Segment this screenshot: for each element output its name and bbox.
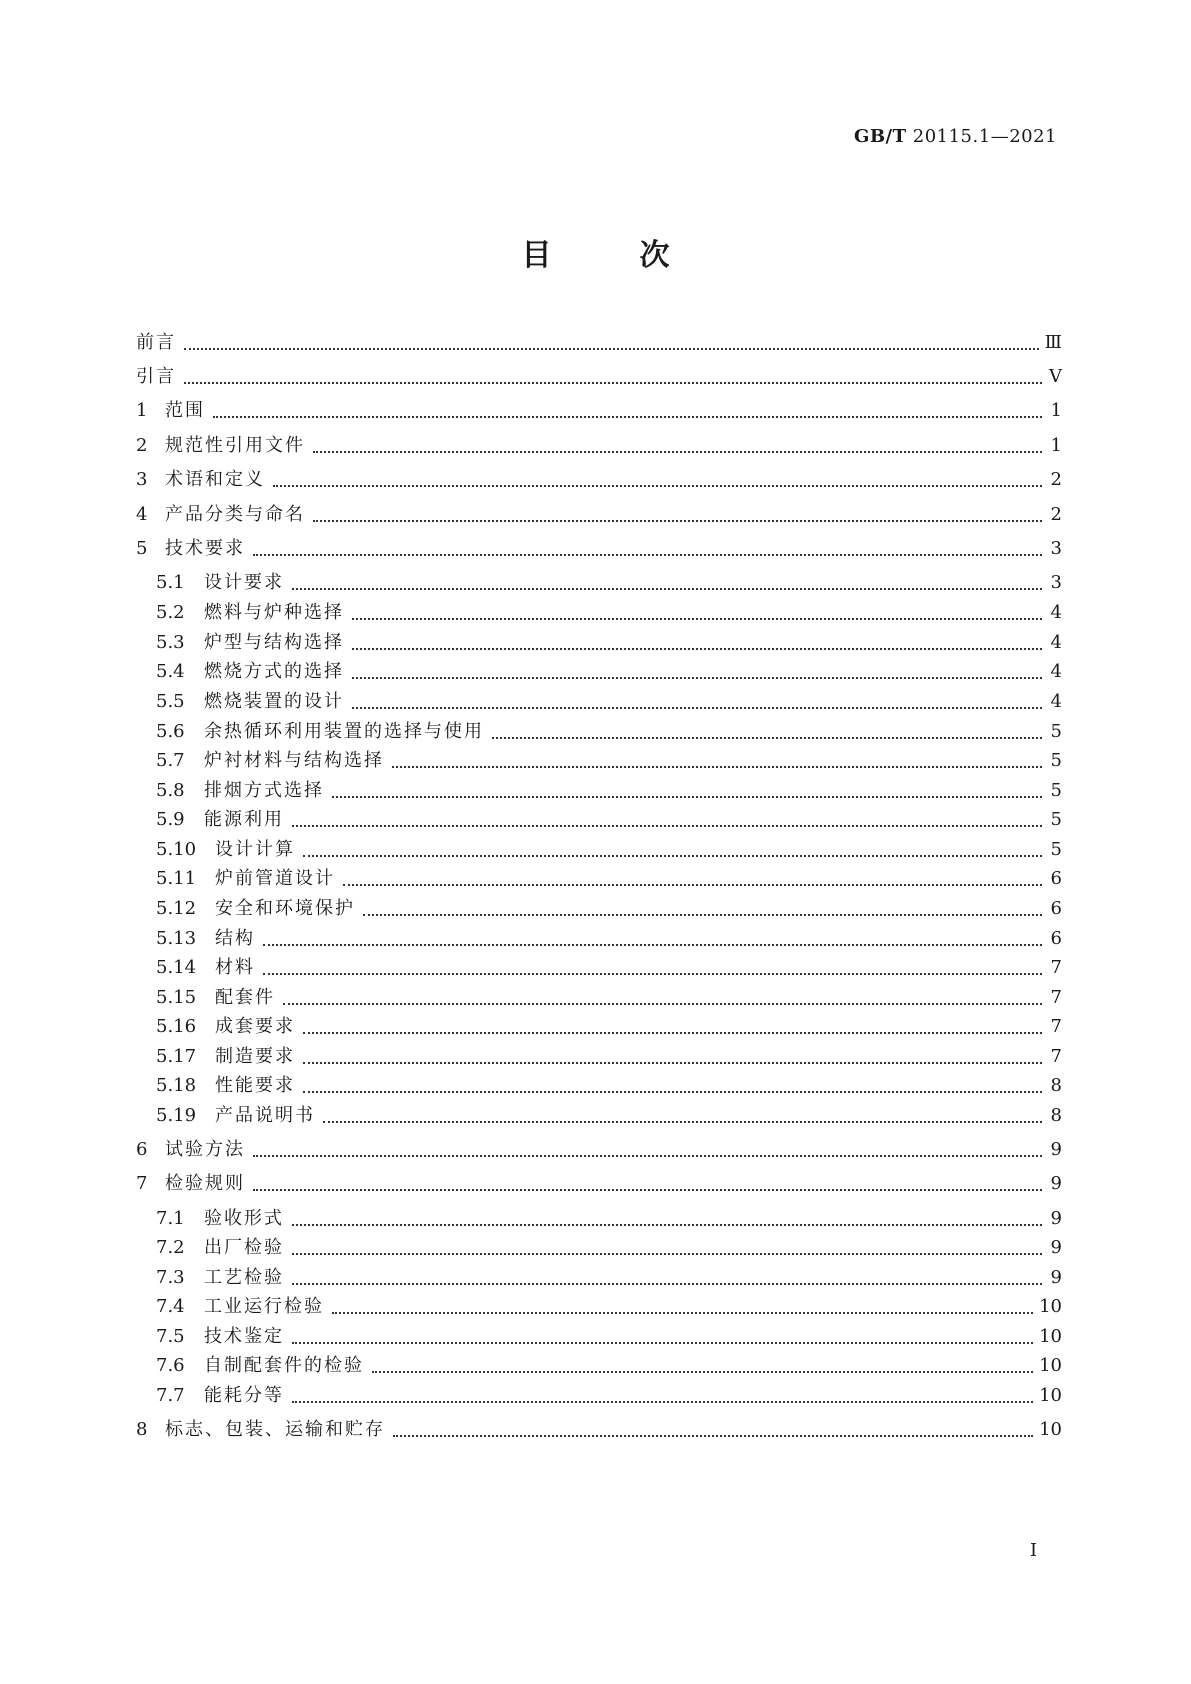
- toc-dot-leader: [303, 1032, 1042, 1034]
- toc-entry-page: 5: [1050, 780, 1062, 801]
- toc-entry-label: 范围: [165, 400, 205, 421]
- toc-entry[interactable]: [136, 502, 1062, 528]
- toc-entry[interactable]: [136, 1137, 1062, 1163]
- toc-entry-number: 5.3: [156, 632, 185, 653]
- toc-entry-page: 1: [1050, 435, 1062, 456]
- toc-entry-number: 5.13: [156, 928, 197, 949]
- toc-entry[interactable]: [156, 600, 1062, 626]
- toc-dot-leader: [492, 737, 1042, 739]
- toc-entry-number: 7.7: [156, 1385, 185, 1406]
- toc-dot-leader: [352, 707, 1042, 709]
- toc-entry[interactable]: [156, 896, 1062, 922]
- toc-entry-page: 10: [1039, 1326, 1062, 1347]
- toc-dot-leader: [352, 648, 1042, 650]
- toc-dot-leader: [343, 884, 1042, 886]
- toc-entry[interactable]: [156, 1383, 1062, 1409]
- toc-dot-leader: [303, 1062, 1042, 1064]
- toc-entry-label: 自制配套件的检验: [204, 1355, 364, 1376]
- toc-entry-number: 3: [136, 469, 148, 490]
- toc-entry-label: 炉型与结构选择: [204, 632, 344, 653]
- toc-entry-number: 5.2: [156, 602, 185, 623]
- toc-entry-page: 1: [1050, 400, 1062, 421]
- toc-entry-label: 试验方法: [165, 1139, 245, 1160]
- toc-entry[interactable]: [156, 926, 1062, 952]
- toc-entry-label: 验收形式: [204, 1208, 284, 1229]
- toc-entry-label: 引言: [136, 366, 176, 387]
- toc-entry[interactable]: [156, 1014, 1062, 1040]
- toc-entry-page: 7: [1050, 987, 1062, 1008]
- toc-dot-leader: [292, 1401, 1033, 1403]
- toc-dot-leader: [352, 618, 1042, 620]
- toc-dot-leader: [253, 1155, 1042, 1157]
- toc-entry-label: 结构: [215, 928, 255, 949]
- toc-entry-number: 7: [136, 1173, 148, 1194]
- toc-dot-leader: [184, 382, 1042, 384]
- toc-entry[interactable]: [156, 570, 1062, 596]
- toc-dot-leader: [273, 485, 1042, 487]
- toc-entry[interactable]: [156, 955, 1062, 981]
- toc-entry-number: 7.4: [156, 1296, 185, 1317]
- toc-entry[interactable]: [156, 1235, 1062, 1261]
- toc-entry-label: 炉前管道设计: [215, 868, 335, 889]
- toc-entry-page: 6: [1050, 868, 1062, 889]
- toc-entry-page: 8: [1050, 1105, 1062, 1126]
- toc-dot-leader: [292, 1224, 1042, 1226]
- toc-entry-label: 能源利用: [204, 809, 284, 830]
- toc-entry[interactable]: [156, 1206, 1062, 1232]
- toc-entry-page: 9: [1050, 1208, 1062, 1229]
- toc-entry-page: 5: [1050, 809, 1062, 830]
- toc-entry-number: 7.6: [156, 1355, 185, 1376]
- toc-entry-page: 4: [1050, 661, 1062, 682]
- toc-entry-page: 10: [1039, 1355, 1062, 1376]
- toc-entry-page: 10: [1039, 1419, 1062, 1440]
- toc-entry[interactable]: [156, 778, 1062, 804]
- toc-dot-leader: [323, 1121, 1042, 1123]
- toc-dot-leader: [263, 973, 1042, 975]
- toc-dot-leader: [393, 1435, 1033, 1437]
- toc-entry[interactable]: [156, 689, 1062, 715]
- toc-entry-number: 8: [136, 1419, 148, 1440]
- toc-entry[interactable]: [136, 467, 1062, 493]
- toc-entry-label: 出厂检验: [204, 1237, 284, 1258]
- toc-entry-label: 成套要求: [215, 1016, 295, 1037]
- toc-entry-label: 术语和定义: [165, 469, 265, 490]
- toc-entry-page: 5: [1050, 750, 1062, 771]
- toc-entry-number: 6: [136, 1139, 148, 1160]
- toc-entry[interactable]: [156, 748, 1062, 774]
- toc-entry[interactable]: [156, 1103, 1062, 1129]
- toc-entry-label: 燃料与炉种选择: [204, 602, 344, 623]
- toc-dot-leader: [283, 1003, 1042, 1005]
- toc-entry-label: 排烟方式选择: [204, 780, 324, 801]
- toc-dot-leader: [332, 1312, 1033, 1314]
- toc-entry[interactable]: [156, 719, 1062, 745]
- toc-entry-page: 6: [1050, 898, 1062, 919]
- toc-dot-leader: [213, 416, 1042, 418]
- toc-entry-number: 5.15: [156, 987, 197, 1008]
- toc-dot-leader: [313, 520, 1042, 522]
- standard-code-number: 20115.1—2021: [906, 126, 1057, 147]
- toc-dot-leader: [292, 825, 1042, 827]
- toc-entry-label: 性能要求: [215, 1075, 295, 1096]
- toc-entry-number: 7.5: [156, 1326, 185, 1347]
- toc-entry-number: 1: [136, 400, 148, 421]
- toc-entry-page: 4: [1050, 632, 1062, 653]
- toc-entry[interactable]: [156, 1353, 1062, 1379]
- toc-entry-page: 3: [1050, 538, 1062, 559]
- toc-dot-leader: [363, 914, 1042, 916]
- toc-entry-label: 前言: [136, 332, 176, 353]
- toc-entry-label: 制造要求: [215, 1046, 295, 1067]
- toc-entry-page: 5: [1050, 839, 1062, 860]
- page-number: I: [1030, 1540, 1038, 1561]
- toc-entry[interactable]: [156, 985, 1062, 1011]
- toc-entry-number: 5.6: [156, 721, 185, 742]
- toc-entry[interactable]: [156, 1073, 1062, 1099]
- toc-entry-page: 9: [1050, 1173, 1062, 1194]
- toc-entry-label: 规范性引用文件: [165, 435, 305, 456]
- toc-entry[interactable]: [136, 330, 1062, 356]
- toc-entry-page: 9: [1050, 1267, 1062, 1288]
- toc-entry-number: 7.3: [156, 1267, 185, 1288]
- toc-entry-label: 材料: [215, 957, 255, 978]
- toc-entry-page: 8: [1050, 1075, 1062, 1096]
- toc-title: 目次: [521, 238, 758, 273]
- toc-dot-leader: [303, 1091, 1042, 1093]
- toc-entry-label: 标志、包装、运输和贮存: [165, 1419, 385, 1440]
- toc-entry-label: 能耗分等: [204, 1385, 284, 1406]
- toc-entry-label: 技术鉴定: [204, 1326, 284, 1347]
- toc-entry-label: 工业运行检验: [204, 1296, 324, 1317]
- toc-entry-number: 5.17: [156, 1046, 197, 1067]
- toc-entry-label: 设计计算: [215, 839, 295, 860]
- toc-entry[interactable]: [136, 364, 1062, 390]
- toc-entry-label: 炉衬材料与结构选择: [204, 750, 384, 771]
- toc-entry-page: 7: [1050, 1016, 1062, 1037]
- toc-entry-number: 5.11: [156, 868, 197, 889]
- toc-entry-page: 10: [1039, 1385, 1062, 1406]
- toc-entry-page: 6: [1050, 928, 1062, 949]
- toc-entry-page: 9: [1050, 1237, 1062, 1258]
- toc-entry-page: 3: [1050, 572, 1062, 593]
- toc-entry-page: 2: [1050, 504, 1062, 525]
- toc-entry-number: 5.9: [156, 809, 185, 830]
- toc-entry-number: 5.1: [156, 572, 185, 593]
- toc-entry-number: 4: [136, 504, 148, 525]
- toc-entry[interactable]: [156, 659, 1062, 685]
- toc-entry-label: 余热循环利用装置的选择与使用: [204, 721, 484, 742]
- toc-entry[interactable]: [156, 1294, 1062, 1320]
- toc-entry-number: 5.7: [156, 750, 185, 771]
- toc-entry[interactable]: [136, 536, 1062, 562]
- toc-entry-number: 5.19: [156, 1105, 197, 1126]
- toc-dot-leader: [313, 451, 1042, 453]
- toc-entry-number: 5.5: [156, 691, 185, 712]
- toc-entry-label: 燃烧装置的设计: [204, 691, 344, 712]
- toc-entry-page: 4: [1050, 691, 1062, 712]
- toc-entry-label: 安全和环境保护: [215, 898, 355, 919]
- toc-dot-leader: [253, 1189, 1042, 1191]
- toc-entry-label: 设计要求: [204, 572, 284, 593]
- toc-dot-leader: [184, 348, 1039, 350]
- toc-entry[interactable]: [156, 866, 1062, 892]
- toc-entry[interactable]: [156, 1265, 1062, 1291]
- toc-dot-leader: [292, 1253, 1042, 1255]
- toc-entry-number: 5.8: [156, 780, 185, 801]
- standard-code: [854, 126, 1057, 147]
- toc-entry[interactable]: [136, 433, 1062, 459]
- toc-entry-number: 7.1: [156, 1208, 185, 1229]
- toc-dot-leader: [303, 855, 1042, 857]
- toc-entry-number: 5.16: [156, 1016, 197, 1037]
- toc-dot-leader: [292, 1342, 1033, 1344]
- toc-entry-number: 5.18: [156, 1075, 197, 1096]
- toc-entry-page: 7: [1050, 957, 1062, 978]
- toc-entry-number: 5.10: [156, 839, 197, 860]
- toc-entry-number: 5.14: [156, 957, 197, 978]
- toc-entry-label: 产品分类与命名: [165, 504, 305, 525]
- toc-dot-leader: [292, 1283, 1042, 1285]
- toc-entry-label: 工艺检验: [204, 1267, 284, 1288]
- toc-dot-leader: [332, 796, 1042, 798]
- toc-entry-number: 5.4: [156, 661, 185, 682]
- toc-entry-number: 5.12: [156, 898, 197, 919]
- toc-dot-leader: [263, 944, 1042, 946]
- toc-entry-page: 10: [1039, 1296, 1062, 1317]
- toc-entry-label: 配套件: [215, 987, 275, 1008]
- toc-entry[interactable]: [156, 837, 1062, 863]
- toc-entry-label: 产品说明书: [215, 1105, 315, 1126]
- toc-entry-page: 5: [1050, 721, 1062, 742]
- toc-dot-leader: [292, 588, 1042, 590]
- toc-dot-leader: [392, 766, 1042, 768]
- toc-entry-label: 技术要求: [165, 538, 245, 559]
- toc-entry[interactable]: [156, 807, 1062, 833]
- toc-entry[interactable]: [136, 1417, 1062, 1443]
- toc-entry-page: Ⅲ: [1044, 332, 1062, 353]
- toc-entry[interactable]: [156, 1044, 1062, 1070]
- toc-entry-number: 7.2: [156, 1237, 185, 1258]
- toc-entry-page: 2: [1050, 469, 1062, 490]
- toc-dot-leader: [372, 1371, 1033, 1373]
- toc-entry[interactable]: [136, 398, 1062, 424]
- toc-dot-leader: [253, 554, 1042, 556]
- toc-entry-label: 燃烧方式的选择: [204, 661, 344, 682]
- toc-entry-label: 检验规则: [165, 1173, 245, 1194]
- toc-entry[interactable]: [136, 1171, 1062, 1197]
- toc-entry-number: 5: [136, 538, 148, 559]
- toc-entry-page: Ⅴ: [1049, 366, 1062, 387]
- toc-entry-page: 7: [1050, 1046, 1062, 1067]
- standard-code-prefix: GB/T: [853, 126, 907, 147]
- toc-entry-page: 4: [1050, 602, 1062, 623]
- toc-dot-leader: [352, 677, 1042, 679]
- toc-entry[interactable]: [156, 1324, 1062, 1350]
- toc-entry-number: 2: [136, 435, 148, 456]
- toc-entry-page: 9: [1050, 1139, 1062, 1160]
- toc-entry[interactable]: [156, 630, 1062, 656]
